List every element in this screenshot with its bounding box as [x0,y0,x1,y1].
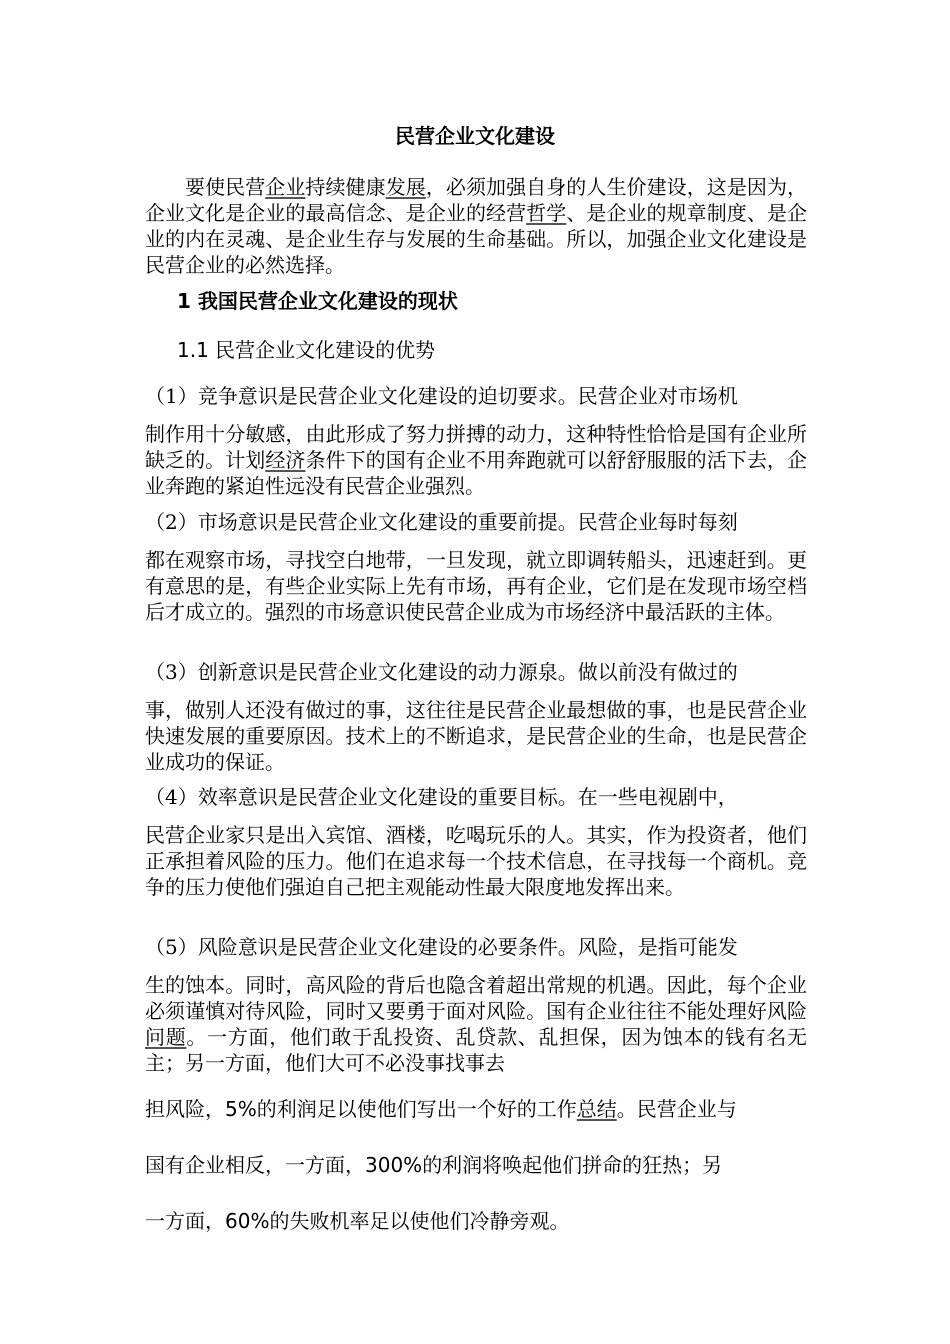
item-3-body: 事，做别人还没有做过的事，这往往是民营企业最想做的事，也是民营企业快速发展的重要原因。技术上的不断追求，是民营企业的生命，也是民营企业成功的保证。 [145,698,807,774]
section-heading-1: 1 我国民营企业文化建设的现状 [177,289,458,313]
item-5-paragraph [145,934,807,1234]
intro-text: 持续健康 [305,175,386,199]
section-heading-1-1: 1.1 民营企业文化建设的优势 [177,338,436,362]
item-5-text: 一方面， [145,1209,225,1233]
item-2-first-line: （2）市场意识是民营企业文化建设的重要前提。民营企业每时每刻 [145,510,738,534]
link-summary[interactable]: 总结 [576,1097,617,1121]
intro-text: 、是企业的规章制度、是企业的内在灵魂、是企业生存与发展的生命基础。所以，加强企业文化建设是民营企业的必然选择。 [145,201,807,277]
link-enterprise[interactable]: 企业 [265,175,306,199]
item-5-text: 的利润足以使他们写出一个好的工作 [256,1097,577,1121]
item-5-line-8 [145,1208,807,1234]
item-5-text: 。民营企业与 [616,1097,737,1121]
item-5-text: 担风险， [145,1097,225,1121]
item-5-text: 国有企业相反，一方面， [145,1153,365,1177]
item-4-first-line: （4）效率意识是民营企业文化建设的重要目标。在一些电视剧中， [145,785,738,809]
item-5-text: 的失败机率足以使他们冷静旁观。 [269,1209,570,1233]
item-3-paragraph [145,659,807,775]
item-5-body [145,972,807,1076]
link-economy[interactable]: 经济 [265,448,306,472]
percent-300: 300% [365,1153,423,1177]
line-gap [145,1122,807,1152]
line-gap [145,1076,807,1096]
item-4-paragraph [145,784,807,900]
item-5-first-line: （5）风险意识是民营企业文化建设的必要条件。风险，是指可能发 [145,935,738,959]
item-1-text: 条件下的国有企业不用奔跑就可以舒舒服服的活下去，企业奔跑的紧迫性远没有民营企业强烈。 [145,448,807,498]
item-2-body: 都在观察市场，寻找空白地带，一旦发现，就立即调转船头，迅速赶到。更有意思的是，有些企业实际上先有市场，再有企业，它们是在发现市场空档后才成立的。强烈的市场意识使民营企业成为市场经济中最活跃的主体。 [145,548,807,624]
item-5-text: 。一方面，他们敢于乱投资、乱贷款、乱担保，因为蚀本的钱有名无主；另一方面，他们大可不必没事找事去 [145,1025,808,1075]
item-2-paragraph [145,509,807,625]
link-philosophy[interactable]: 哲学 [526,201,567,225]
percent-5: 5% [225,1097,257,1121]
item-5-line-6 [145,1096,807,1122]
item-5-line-7 [145,1152,807,1178]
item-5-text: 生的蚀本。同时，高风险的背后也隐含着超出常规的机遇。因此，每个企业必须谨慎对待风险，同时又要勇于面对风险。国有企业往往不能处理好风险 [145,973,807,1023]
item-3-first-line: （3）创新意识是民营企业文化建设的动力源泉。做以前没有做过的 [145,660,738,684]
intro-paragraph [145,174,807,278]
item-1-text: 制作用十分敏感，由此形成了努力拼搏的动力，这种特性恰恰是国有企业所缺乏的。计划 [145,422,807,472]
percent-60: 60% [225,1209,270,1233]
document-title: 民营企业文化建设 [395,124,555,148]
intro-text: ，必须加强自身的人生价建设，这是因为，企业文化是企业的最高信念、是企业的经营 [145,175,808,225]
item-5-text: 的利润将唤起他们拼命的狂热；另 [422,1153,723,1177]
intro-text: 要使民营 [185,175,266,199]
line-gap [145,1178,807,1208]
link-problem[interactable]: 问题 [145,1025,187,1049]
item-1-body [145,421,807,499]
item-4-body: 民营企业家只是出入宾馆、酒楼，吃喝玩乐的人。其实，作为投资者，他们正承担着风险的压力。他们在追求每一个技术信息，在寻找每一个商机。竞争的压力使他们强迫自己把主观能动性最大限度地发挥出来。 [145,823,807,899]
link-development[interactable]: 发展 [385,175,426,199]
item-1-first-line: （1）竞争意识是民营企业文化建设的迫切要求。民营企业对市场机 [145,384,738,408]
item-1-paragraph [145,383,807,499]
